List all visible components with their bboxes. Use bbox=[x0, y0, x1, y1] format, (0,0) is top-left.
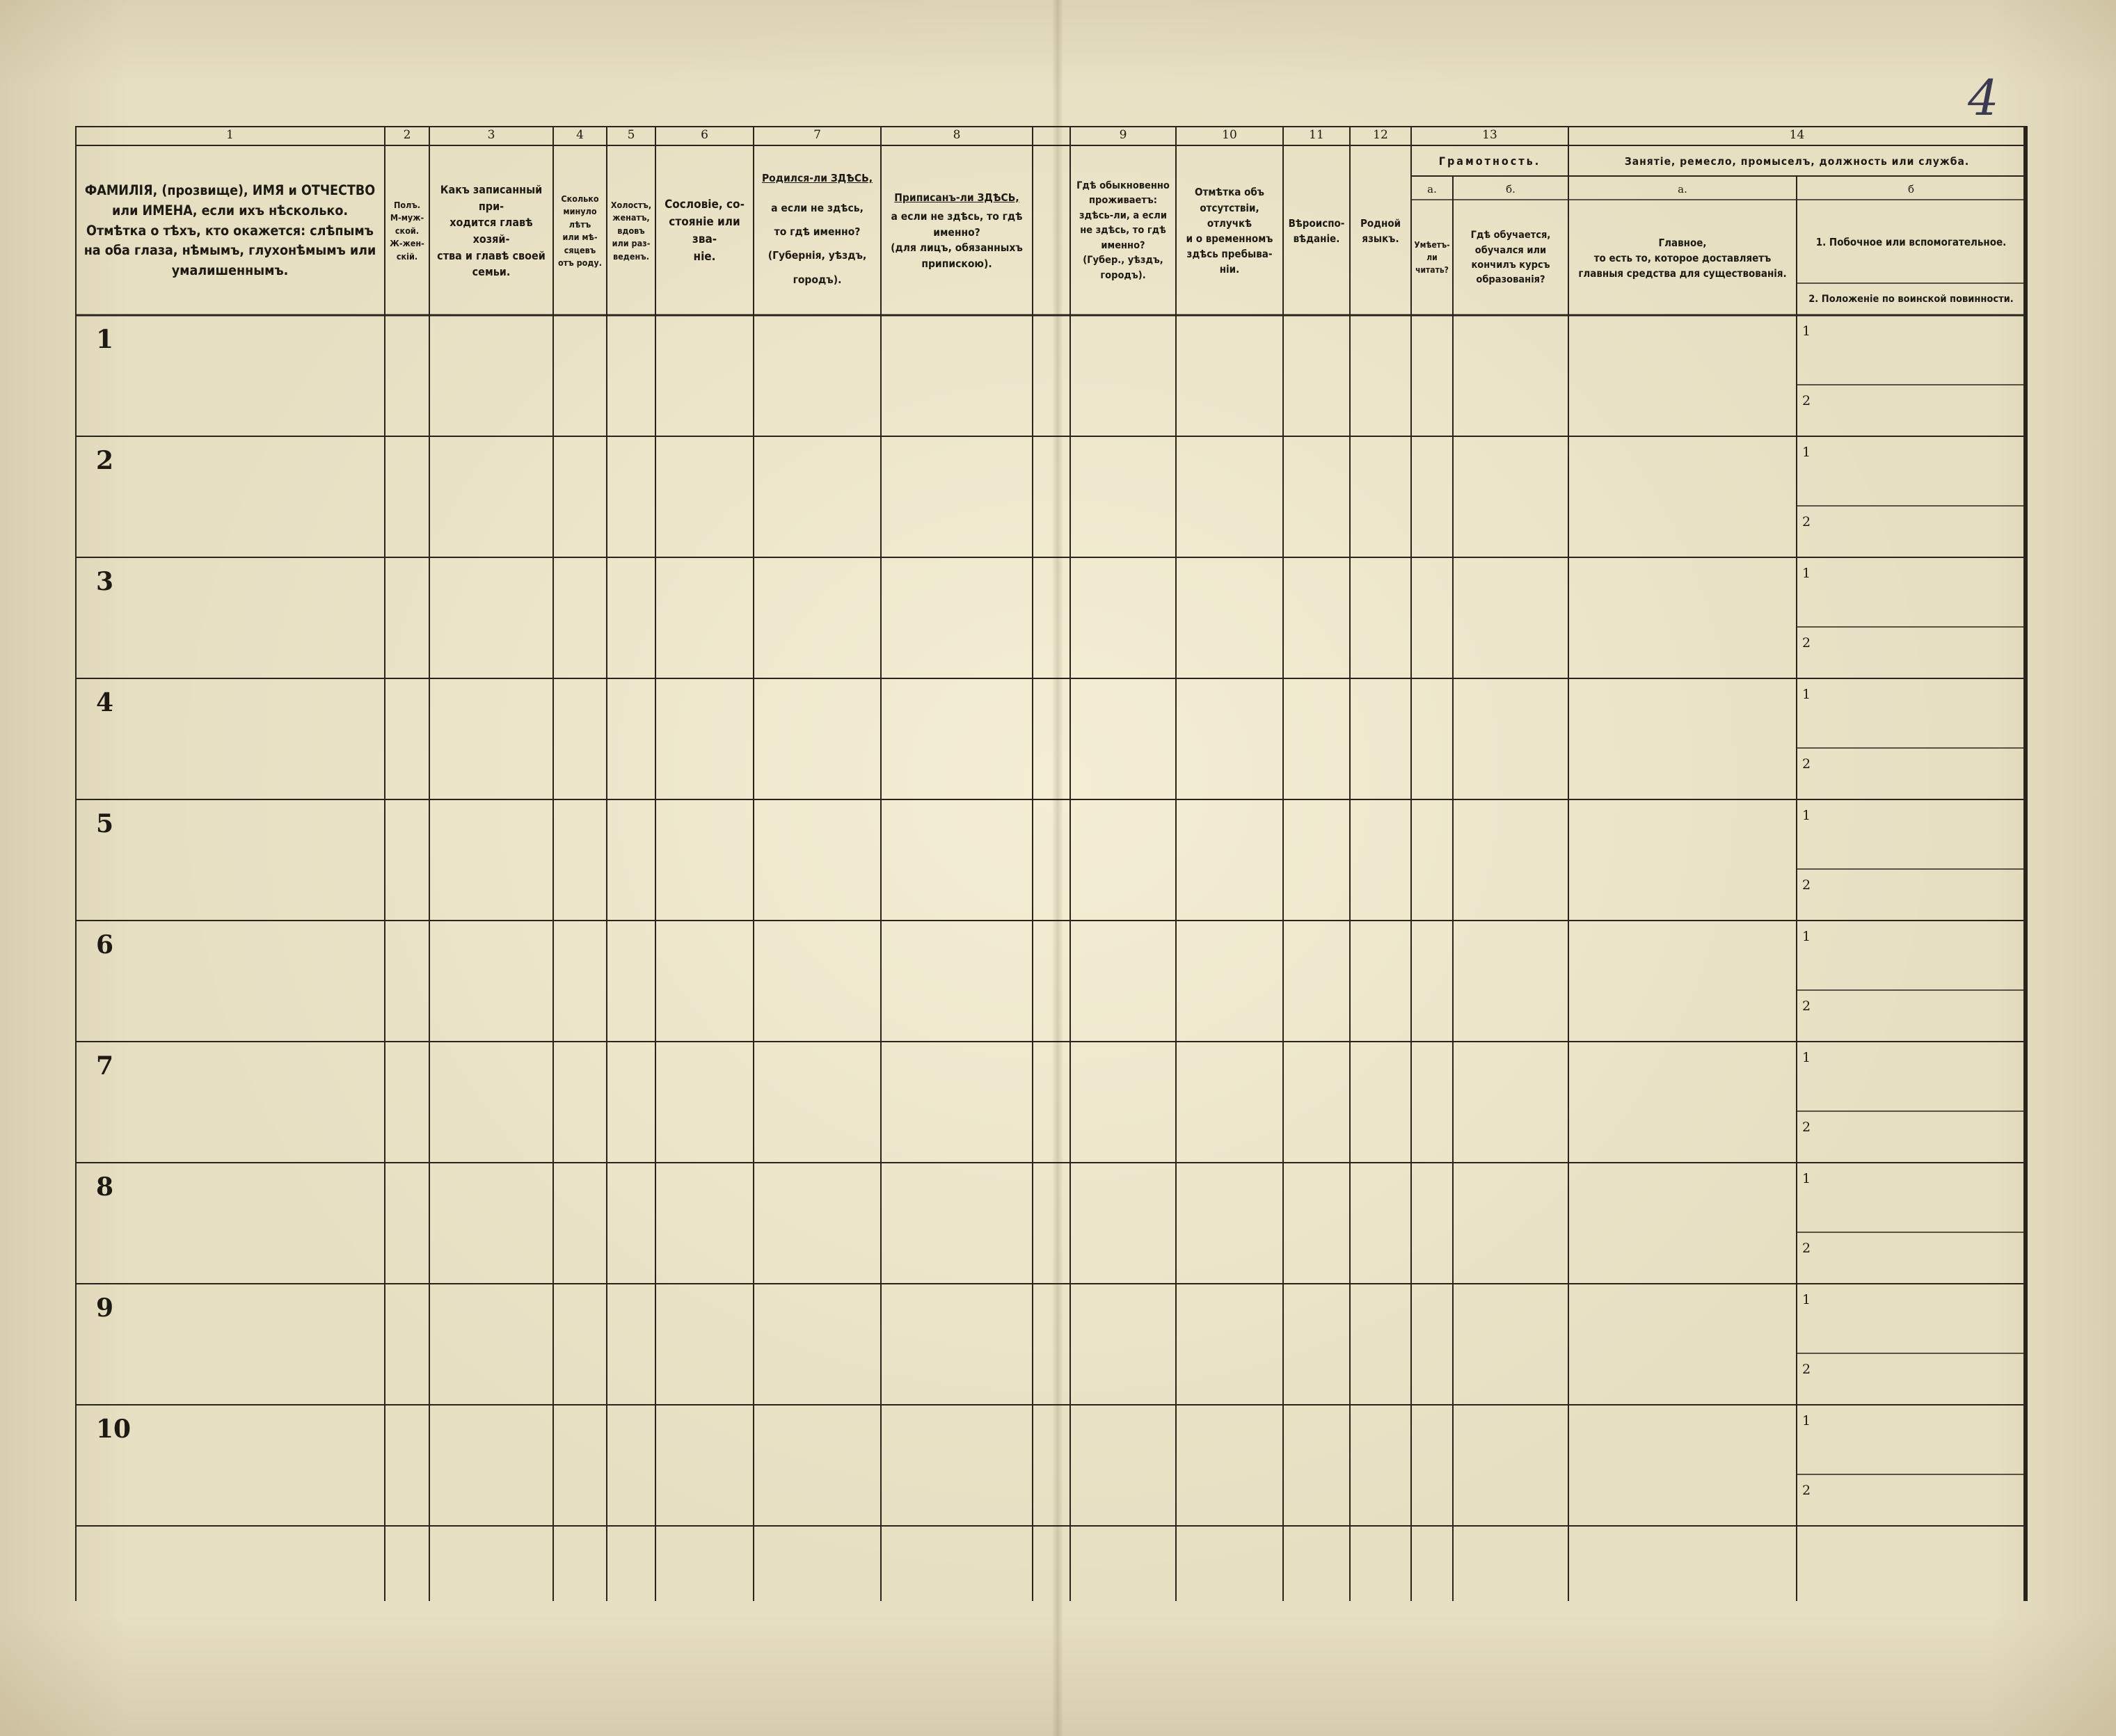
header-birthplace-question: Родился-ли ЗДѢСЬ, bbox=[761, 172, 873, 185]
colnum-2: 2 bbox=[403, 128, 411, 143]
colnum-13: 13 bbox=[1482, 128, 1497, 143]
census-table bbox=[75, 126, 2030, 1602]
header-name: ФАМИЛІЯ, (прозвище), ИМЯ и ОТЧЕСТВО или ИМЕНА, если ихъ нѣсколько. Отмѣтка о тѣхъ, кто окажется: слѣпымъ на оба глаза, нѣмымъ, глухонѣмымъ или умалишеннымъ. bbox=[83, 182, 376, 279]
header-marital: Холостъ, женатъ, вдовъ или раз- веденъ. bbox=[610, 199, 652, 262]
header-birthplace bbox=[754, 147, 881, 315]
row-sub-1: 1 bbox=[1802, 324, 1811, 339]
header-age: Сколько минуло лѣтъ или мѣ- сяцевъ отъ роду. bbox=[557, 193, 603, 268]
colnum-3: 3 bbox=[487, 128, 495, 143]
header-estate: Сословіе, со- стояніе или зва- ніе. bbox=[665, 197, 745, 264]
row-sub-1: 1 bbox=[1802, 566, 1811, 581]
row-sub-2: 2 bbox=[1802, 998, 1811, 1014]
colnum-8: 8 bbox=[953, 128, 961, 143]
header-birthplace-detail: а если не здѣсь, то гдѣ именно? (Губернія, уѣздъ, городъ). bbox=[767, 202, 867, 286]
row-number: 2 bbox=[96, 446, 114, 475]
header-main-occupation: Главное, то есть то, которое доставляетъ главныя средства для существованія. bbox=[1578, 236, 1787, 280]
header-literacy-b-label: б. bbox=[1506, 182, 1516, 196]
header-literacy: Грамотность. bbox=[1438, 154, 1541, 168]
row-sub-1: 1 bbox=[1802, 808, 1811, 823]
colnum-5: 5 bbox=[627, 128, 635, 143]
colnum-4: 4 bbox=[576, 128, 584, 143]
header-relation: Какъ записанный при- ходится главѣ хозяй- ства и главѣ своей семьи. bbox=[437, 182, 546, 279]
header-literacy-a-label: а. bbox=[1427, 182, 1437, 196]
colnum-10: 10 bbox=[1222, 128, 1237, 143]
row-sub-2: 2 bbox=[1802, 1120, 1811, 1135]
header-registration-detail: а если не здѣсь, то гдѣ именно? (для лицъ, обязанныхъ припискою). bbox=[891, 209, 1023, 271]
header-language: Родной языкъ. bbox=[1360, 216, 1401, 245]
row-sub-1: 1 bbox=[1802, 445, 1811, 460]
header-occupation: Занятіе, ремесло, промыселъ, должность или служба. bbox=[1624, 154, 1970, 168]
header-occupation-b-label: б bbox=[1907, 182, 1915, 196]
row-number: 8 bbox=[96, 1172, 114, 1202]
row-sub-2: 2 bbox=[1802, 393, 1811, 408]
colnum-12: 12 bbox=[1373, 128, 1388, 143]
row-number: 1 bbox=[96, 325, 114, 354]
header-secondary-occupation: 1. Побочное или вспомогательное. bbox=[1815, 235, 2007, 248]
row-sub-1: 1 bbox=[1802, 1413, 1811, 1428]
row-number: 10 bbox=[96, 1415, 132, 1444]
row-number: 4 bbox=[96, 688, 114, 717]
header-absence: Отмѣтка объ отсутствіи, отлучкѣ и о временномъ здѣсь пребыва- ніи. bbox=[1186, 186, 1273, 276]
row-sub-2: 2 bbox=[1802, 1362, 1811, 1377]
folio-number: 4 bbox=[1968, 70, 1999, 127]
row-sub-1: 1 bbox=[1802, 1292, 1811, 1307]
header-religion: Вѣроиспо- вѣданіе. bbox=[1288, 216, 1345, 245]
header-sex: Полъ. М-муж- ской. Ж-жен- скій. bbox=[390, 199, 424, 262]
colnum-11: 11 bbox=[1309, 128, 1324, 143]
colnum-1: 1 bbox=[226, 128, 234, 143]
row-sub-2: 2 bbox=[1802, 514, 1811, 529]
colnum-14: 14 bbox=[1789, 128, 1805, 143]
row-sub-1: 1 bbox=[1802, 1171, 1811, 1186]
row-sub-2: 2 bbox=[1802, 877, 1811, 893]
row-sub-1: 1 bbox=[1802, 687, 1811, 702]
row-number: 3 bbox=[96, 567, 114, 596]
header-can-read: Умѣетъ- ли читать? bbox=[1414, 240, 1450, 275]
row-sub-2: 2 bbox=[1802, 756, 1811, 772]
colnum-7: 7 bbox=[813, 128, 821, 143]
header-residence: Гдѣ обыкновенно проживаетъ: здѣсь-ли, а если не здѣсь, то гдѣ именно? (Губер., уѣздъ, городъ). bbox=[1076, 180, 1170, 281]
header-military-status: 2. Положеніе по воинской повинности. bbox=[1808, 294, 2014, 305]
row-number: 7 bbox=[96, 1051, 114, 1081]
row-sub-1: 1 bbox=[1802, 1050, 1811, 1065]
row-number: 9 bbox=[96, 1293, 114, 1323]
header-occupation-a-label: а. bbox=[1678, 182, 1687, 196]
table-grid bbox=[75, 126, 2030, 1602]
row-sub-1: 1 bbox=[1802, 929, 1811, 944]
row-sub-2: 2 bbox=[1802, 1483, 1811, 1498]
header-registration-question: Приписанъ-ли ЗДѢСЬ, bbox=[894, 191, 1019, 204]
header-education: Гдѣ обучается, обучался или кончилъ курсъ образованія? bbox=[1470, 230, 1551, 286]
row-number: 5 bbox=[96, 809, 114, 838]
row-sub-2: 2 bbox=[1802, 1241, 1811, 1256]
colnum-9: 9 bbox=[1119, 128, 1127, 143]
colnum-6: 6 bbox=[701, 128, 708, 143]
row-number: 6 bbox=[96, 930, 114, 959]
header-registration bbox=[881, 147, 1033, 315]
row-sub-2: 2 bbox=[1802, 635, 1811, 651]
